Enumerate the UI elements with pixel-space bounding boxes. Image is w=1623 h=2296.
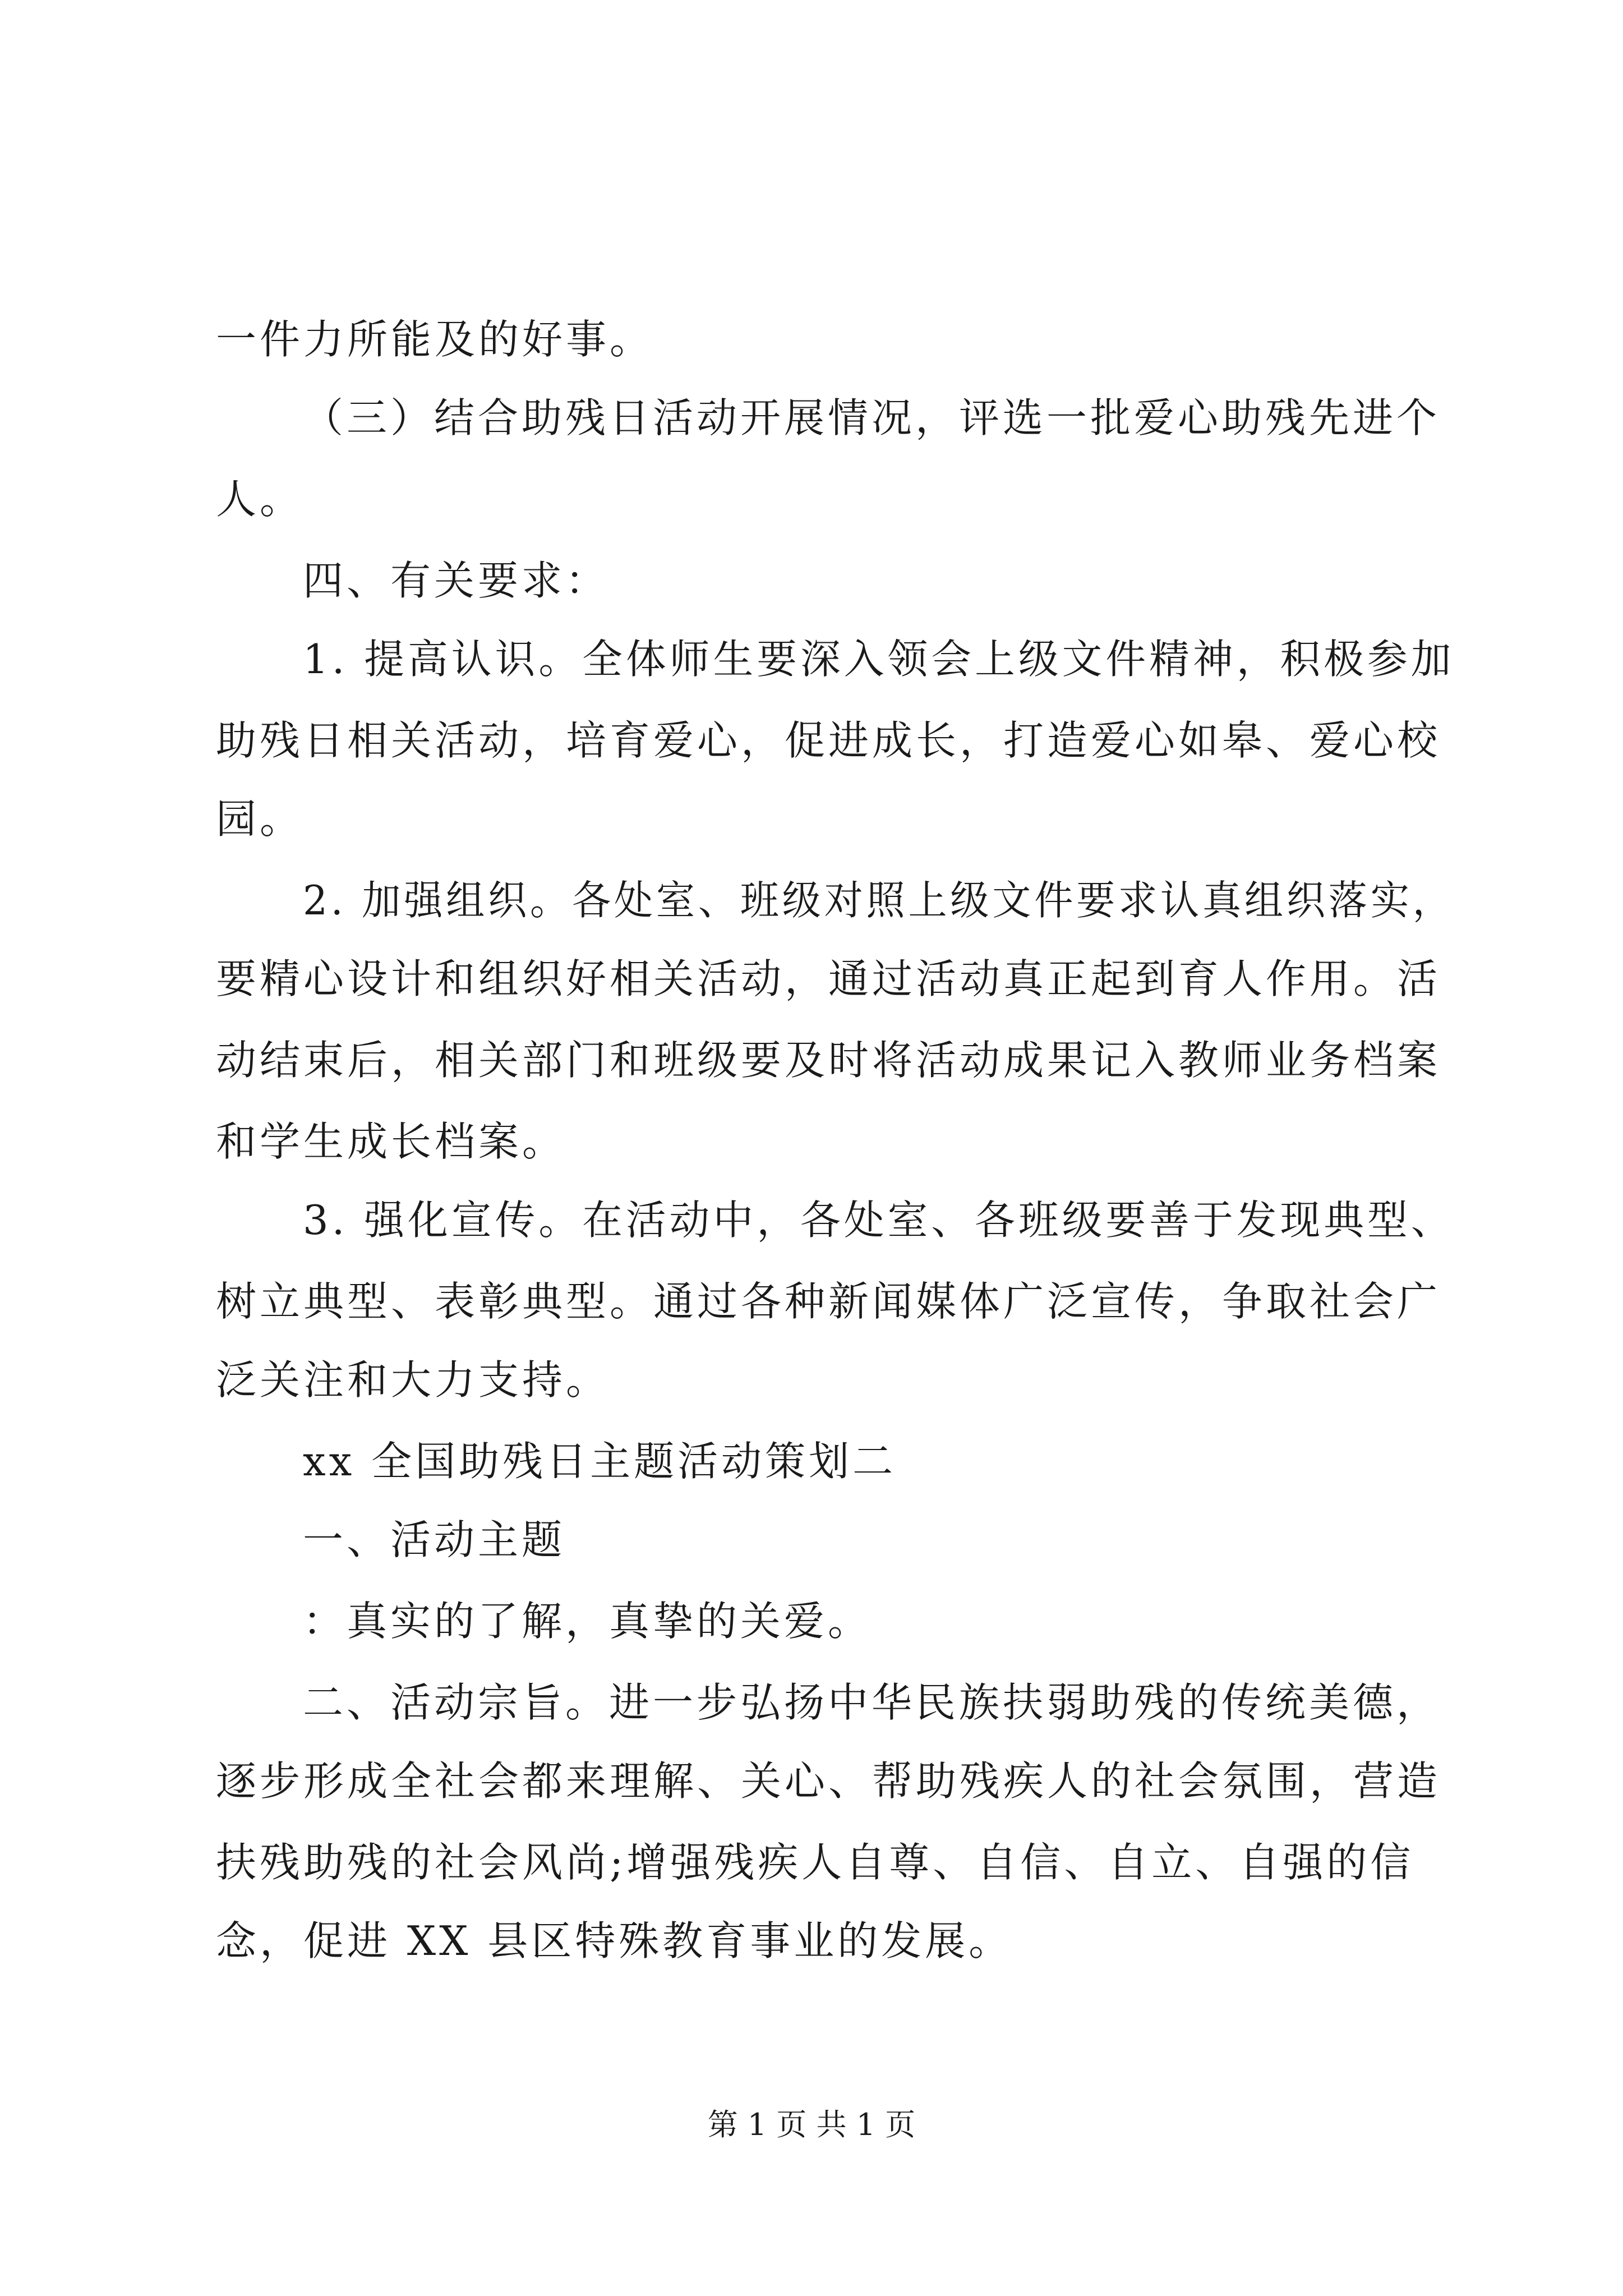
body-text-line: 扶残助残的社会风尚;增强残疾人自尊、自信、自立、自强的信 xyxy=(216,1839,1414,1886)
body-text-line: 3. 强化宣传。在活动中，各处室、各班级要善于发现典型、 xyxy=(303,1197,1455,1244)
body-text-line: 逐步形成全社会都来理解、关心、帮助残疾人的社会氛围，营造 xyxy=(216,1757,1441,1805)
body-text-line: 园。 xyxy=(216,795,304,843)
section-heading: 四、有关要求： xyxy=(303,557,610,604)
body-text-line: 2. 加强组织。各处室、班级对照上级文件要求认真组织落实， xyxy=(303,877,1455,924)
body-text-line: 动结束后，相关部门和班级要及时将活动成果记入教师业务档案 xyxy=(216,1037,1441,1084)
body-text-line: 念，促进 XX 县区特殊教育事业的发展。 xyxy=(216,1917,1013,1964)
body-text-line: 1. 提高认识。全体师生要深入领会上级文件精神，积极参加 xyxy=(303,636,1455,683)
body-text-line: 助残日相关活动，培育爱心，促进成长，打造爱心如皋、爱心校 xyxy=(216,717,1441,764)
body-text-line: 人。 xyxy=(216,476,304,523)
body-text-line: 二、活动宗旨。进一步弘扬中华民族扶弱助残的传统美德， xyxy=(303,1679,1441,1726)
page-footer: 第 1 页 共 1 页 xyxy=(707,2107,916,2142)
body-text-line: （三）结合助残日活动开展情况，评选一批爱心助残先进个 xyxy=(303,394,1441,441)
body-text-line: 和学生成长档案。 xyxy=(216,1118,566,1165)
document-subtitle: xx 全国助残日主题活动策划二 xyxy=(303,1438,897,1485)
section-heading: 一、活动主题 xyxy=(303,1516,566,1563)
body-text-line: 要精心设计和组织好相关活动，通过活动真正起到育人作用。活 xyxy=(216,955,1441,1002)
body-text-line: 一件力所能及的好事。 xyxy=(216,316,654,363)
body-text-line: ：真实的了解，真挚的关爱。 xyxy=(303,1598,872,1645)
body-text-line: 泛关注和大力支持。 xyxy=(216,1356,610,1404)
body-text-line: 树立典型、表彰典型。通过各种新闻媒体广泛宣传，争取社会广 xyxy=(216,1278,1441,1325)
